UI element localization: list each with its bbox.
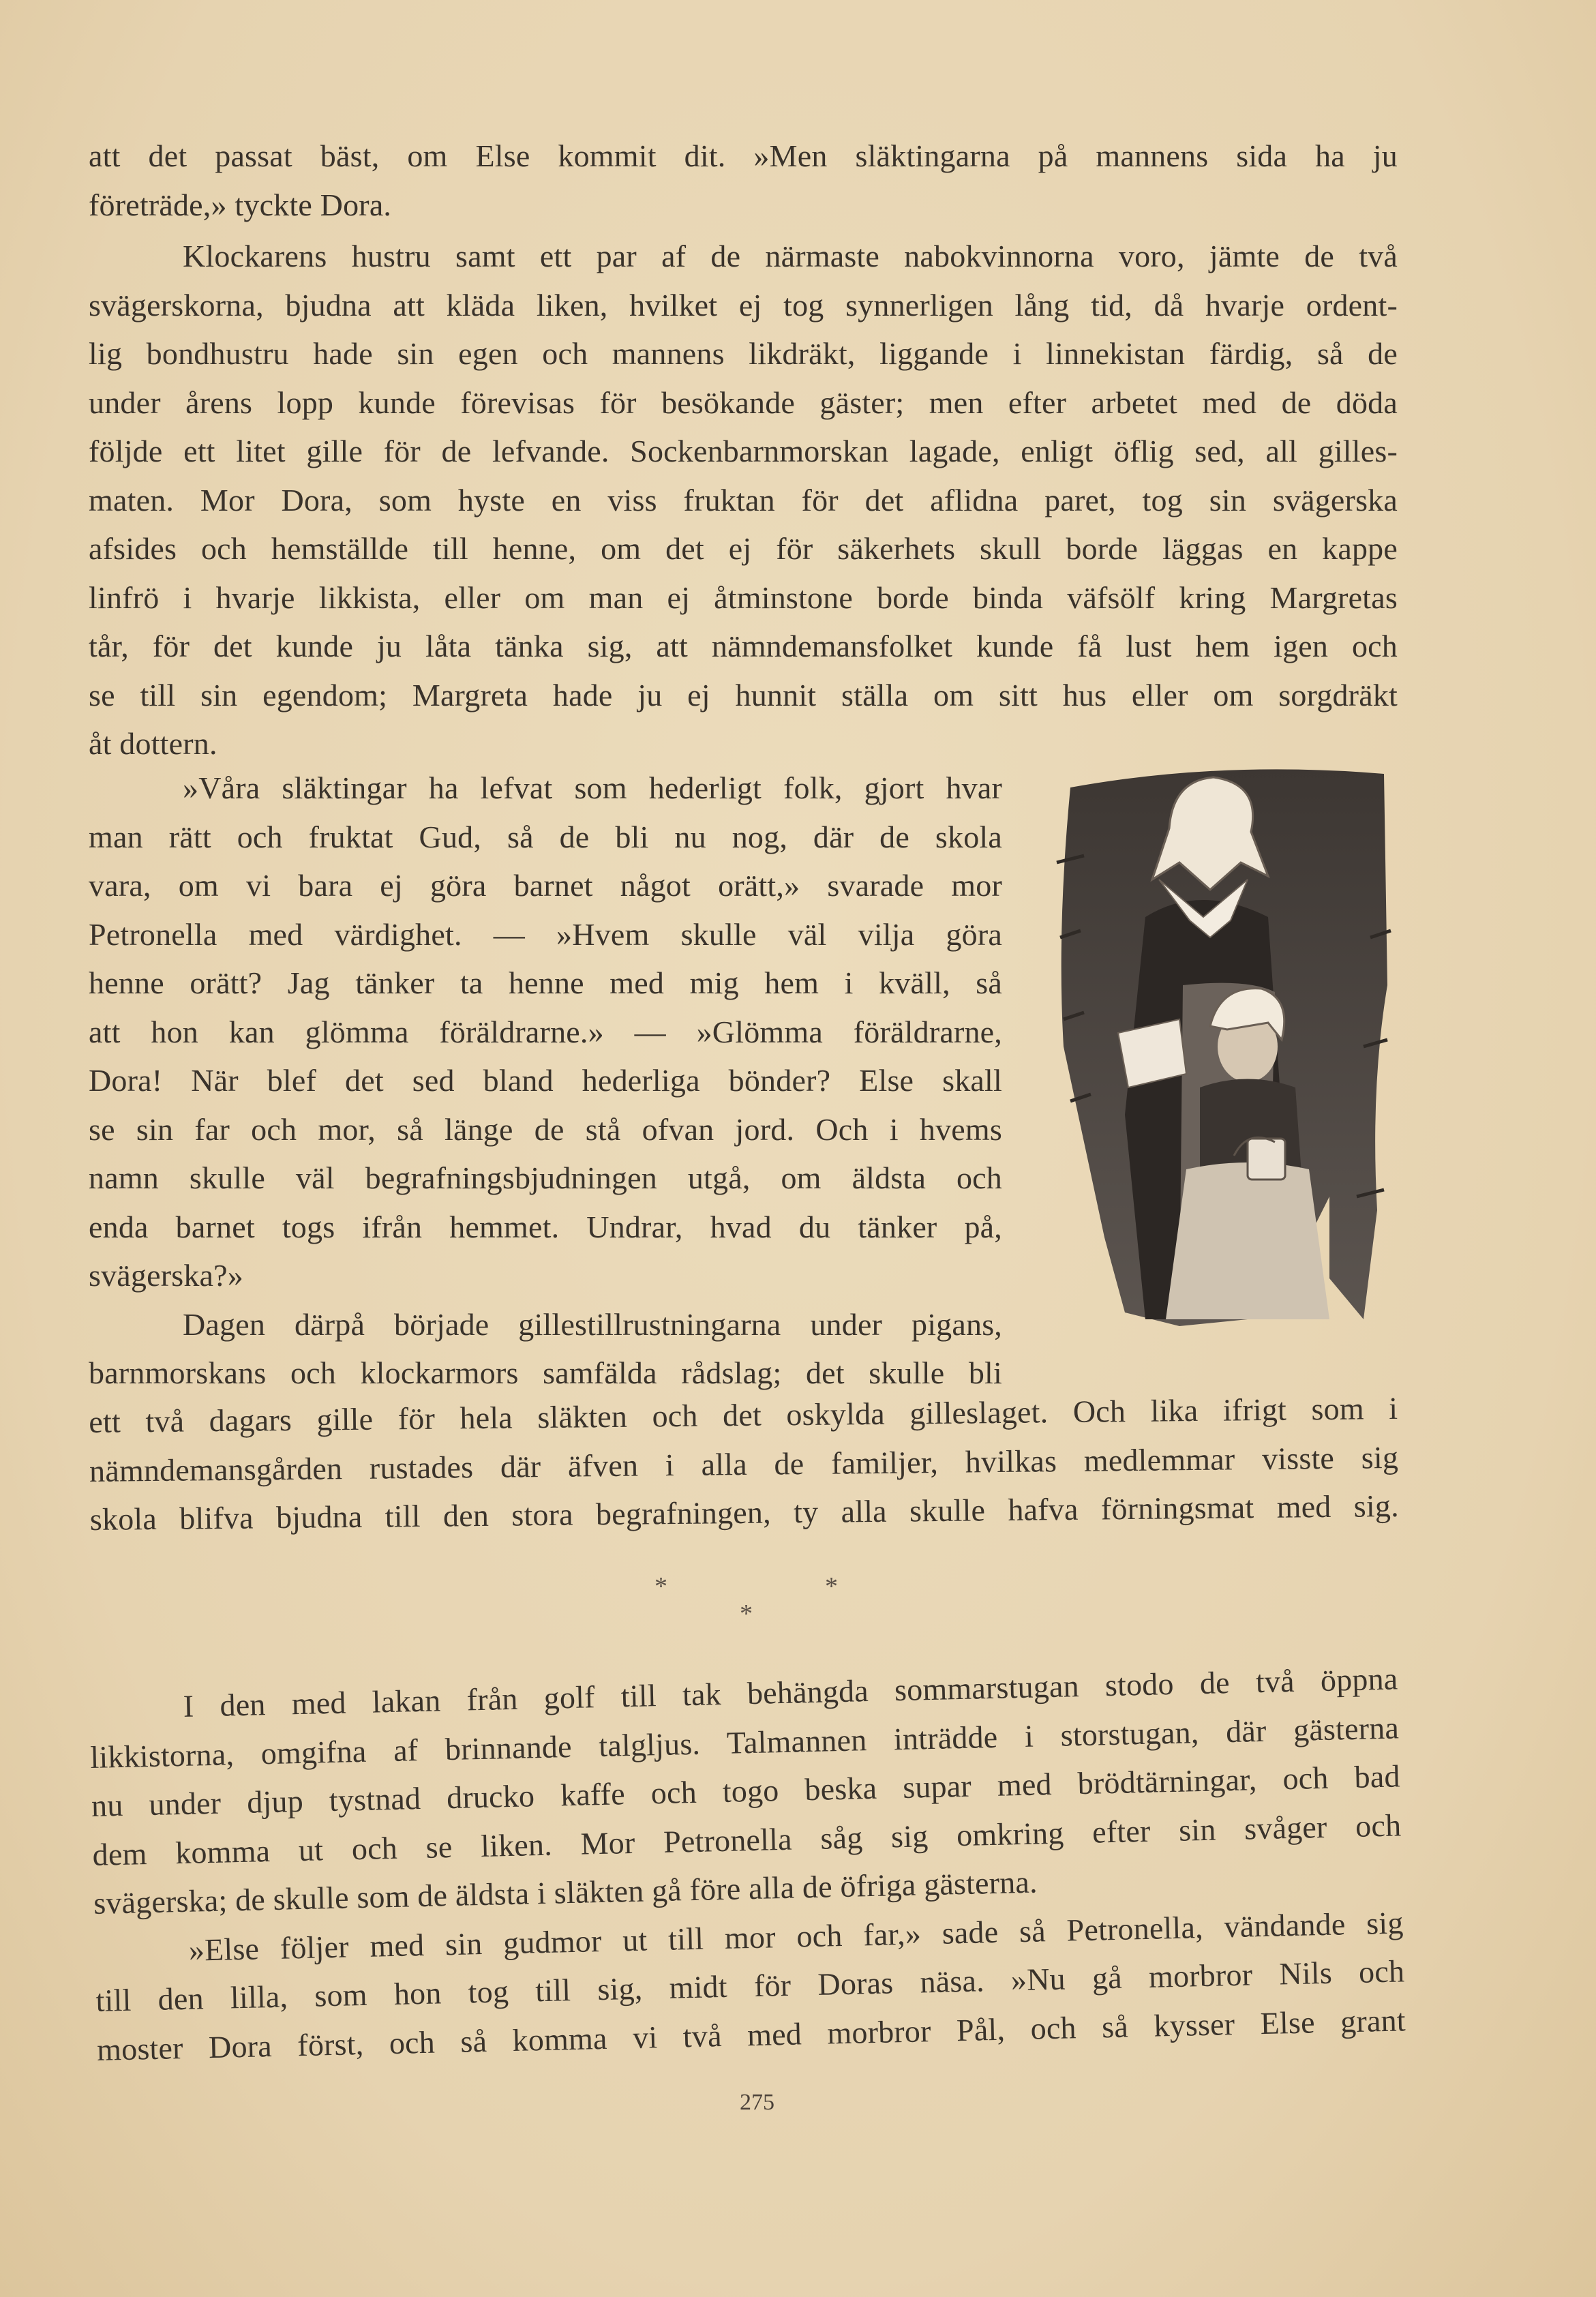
paragraph-gille bbox=[89, 1384, 1399, 1544]
text-line: se till sin egendom; Margreta hade ju ej hunnit ställa om sitt hus eller om sorgdräkt bbox=[89, 677, 1398, 712]
text-line: svägerska?» bbox=[89, 1258, 243, 1293]
text-line: Dora! När blef det sed bland hederliga bönder? Else skall bbox=[89, 1063, 1002, 1098]
paragraph-opening bbox=[89, 132, 1398, 229]
illustration-women-figure bbox=[1043, 760, 1398, 1347]
section-break-star: * bbox=[740, 1600, 753, 1628]
text-line: Petronella med värdighet. — »Hvem skulle väl vilja göra bbox=[89, 916, 1002, 952]
text-line: vara, om vi bara ej göra barnet något orätt,» svarade mor bbox=[89, 868, 1002, 903]
text-line: lig bondhustru hade sin egen och mannens likdräkt, liggande i linnekistan färdig, så de bbox=[89, 336, 1398, 371]
text-line: ett två dagars gille för hela släkten och det oskylda gilleslaget. Och lika ifrigt som i bbox=[89, 1390, 1398, 1439]
text-line: följde ett litet gille för de lefvande. Sockenbarnmorskan lagade, enligt öflig sed, all gilles- bbox=[89, 434, 1398, 468]
text-line: moster Dora först, och så komma vi två med morbror Pål, och så kysser Else grant bbox=[96, 2002, 1406, 2067]
text-line: I den med lakan från golf till tak behängda sommarstugan stodo de två öppna bbox=[183, 1661, 1398, 1724]
paragraph-dialogue bbox=[89, 764, 1002, 1398]
text-line: likkistorna, omgifna af brinnande talgljus. Talmannen inträdde i storstugan, där gästerna bbox=[89, 1709, 1400, 1775]
text-line: afsides och hemställde till henne, om det ej för säkerhets skull borde läggas en kappe bbox=[89, 531, 1398, 566]
text-line: nu under djup tystnad drucko kaffe och togo beska supar med brödtärningar, och bad bbox=[91, 1758, 1401, 1823]
text-line: skola blifva bjudna till den stora begrafningen, ty alla skulle hafva förningsmat med sig. bbox=[89, 1488, 1400, 1537]
section-break-star: * bbox=[825, 1572, 838, 1601]
paragraph-sommarstugan bbox=[89, 1654, 1406, 2073]
text-line: företräde,» tyckte Dora. bbox=[89, 187, 392, 222]
text-line: maten. Mor Dora, som hyste en viss fruktan för det aflidna paret, tog sin svägerska bbox=[89, 482, 1398, 517]
text-line: »Våra släktingar ha lefvat som hederligt folk, gjort hvar bbox=[183, 770, 1002, 805]
text-line: »Else följer med sin gudmor ut till mor och far,» sade så Petronella, vändande sig bbox=[188, 1904, 1404, 1968]
text-line: till den lilla, som hon tog till sig, midt för Doras näsa. »Nu gå morbror Nils och bbox=[95, 1953, 1405, 2018]
text-line: barnmorskans och klockarmors samfälda rådslag; det skulle bli bbox=[89, 1355, 1002, 1390]
text-line: se sin far och mor, så länge de stå ofvan jord. Och i hvems bbox=[89, 1111, 1002, 1147]
text-line: dem komma ut och se liken. Mor Petronella såg sig omkring efter sin svåger och bbox=[92, 1807, 1402, 1872]
text-line: Dagen därpå började gillestillrustningarna under pigans, bbox=[183, 1306, 1002, 1342]
text-line: henne orätt? Jag tänker ta henne med mig hem i kväll, så bbox=[89, 965, 1002, 1000]
text-line: svägerska; de skulle som de äldsta i släkten gå före alla de öfriga gästerna. bbox=[93, 1864, 1038, 1921]
woman-and-girl-illustration bbox=[1043, 760, 1398, 1347]
text-line: enda barnet togs ifrån hemmet. Undrar, hvad du tänker på, bbox=[89, 1209, 1002, 1244]
text-line: att det passat bäst, om Else kommit dit. »Men släktingarna på mannens sida ha ju bbox=[89, 138, 1398, 173]
text-line: tår, för det kunde ju låta tänka sig, att nämndemansfolket kunde få lust hem igen och bbox=[89, 629, 1398, 663]
page-number: 275 bbox=[740, 2090, 774, 2115]
text-line: Klockarens hustru samt ett par af de närmaste nabokvinnorna voro, jämte de två bbox=[183, 239, 1398, 273]
text-line: man rätt och fruktat Gud, så de bli nu nog, där de skola bbox=[89, 819, 1002, 854]
text-line: nämndemansgården rustades där äfven i alla de familjer, hvilkas medlemmar visste sig bbox=[89, 1439, 1399, 1488]
text-line: namn skulle väl begrafningsbjudningen utgå, om äldsta och bbox=[89, 1160, 1002, 1195]
text-line: åt dottern. bbox=[89, 726, 217, 761]
text-line: linfrö i hvarje likkista, eller om man ej åtminstone borde binda väfsölf kring Margretas bbox=[89, 580, 1398, 615]
text-line: svägerskorna, bjudna att kläda liken, hvilket ej tog synnerligen lång tid, då hvarje ordent- bbox=[89, 287, 1398, 322]
text-line: att hon kan glömma föräldrarne.» — »Glömma föräldrarne, bbox=[89, 1014, 1002, 1049]
section-break-star: * bbox=[654, 1572, 667, 1601]
paragraph-klockarens bbox=[89, 232, 1398, 768]
text-line: under årens lopp kunde förevisas för besökande gäster; men efter arbetet med de döda bbox=[89, 385, 1398, 420]
